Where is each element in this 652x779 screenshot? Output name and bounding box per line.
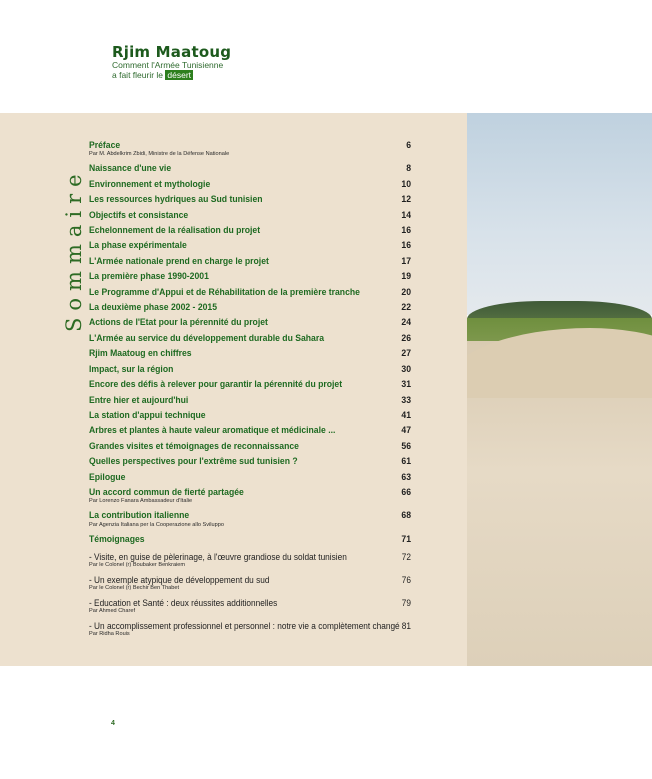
table-of-contents [89,137,411,640]
toc-entry-title: Un accord commun de fierté partagée [89,485,244,497]
toc-entry [89,207,411,222]
toc-entry-page: 68 [401,509,411,521]
toc-entry-author: Par Ahmed Charef [89,608,136,615]
toc-entry-title: Impact, sur la région [89,362,174,374]
book-title: Rjim Maatoug [112,43,232,61]
toc-entry-author: Par Ridha Rouis [89,631,130,638]
vertical-title: Sommaire [62,167,86,332]
toc-entry [89,299,411,314]
book-subtitle-line2 [112,70,231,80]
toc-entry-page: 10 [401,177,411,189]
toc-entry-title: Environnement et mythologie [89,177,211,189]
book-subtitle-line1: Comment l'Armée Tunisienne [112,60,224,70]
toc-entry [89,422,411,437]
toc-entry-page: 26 [401,331,411,343]
toc-entry-page: 79 [401,598,411,609]
toc-entry [89,597,411,609]
toc-entry-author: Par Agenzia Italiana per la Cooperazione allo Sviluppo [89,521,224,528]
toc-entry-title: L'Armée au service du développement durable du Sahara [89,331,325,343]
toc-entry-page: 12 [401,193,411,205]
toc-entry-title: La deuxième phase 2002 - 2015 [89,301,218,313]
toc-entry [89,253,411,268]
toc-entry [89,330,411,345]
toc-entry-title: La contribution italienne [89,509,190,521]
toc-entry-title: Grandes visites et témoignages de reconnaissance [89,439,299,451]
toc-entry [89,191,411,206]
toc-entry-title: Echelonnement de la réalisation du projet [89,224,261,236]
desert-photo [467,113,652,666]
toc-entry [89,407,411,422]
toc-entry-page: 16 [401,224,411,236]
toc-entry [89,507,411,522]
toc-entry-title: Encore des défis à relever pour garantir la pérennité du projet [89,378,343,390]
toc-entry [89,574,411,586]
toc-entry-page: 6 [406,139,411,150]
toc-entry-title: Le Programme d'Appui et de Réhabilitation de la première tranche [89,285,360,297]
page-number: 4 [111,720,115,727]
toc-entry-page: 27 [401,347,411,359]
toc-entry-title: Actions de l'Etat pour la pérennité du projet [89,316,268,328]
toc-entry-title: La phase expérimentale [89,239,187,251]
toc-entry [89,160,411,175]
toc-entry-page: 41 [401,408,411,420]
toc-entry [89,453,411,468]
toc-entry-page: 17 [401,254,411,266]
toc-entry [89,176,411,191]
toc-entry-title: - Un exemple atypique de développement du sud [89,575,270,586]
toc-entry-page: 81 [401,621,411,632]
toc-entry-page: 8 [406,162,411,174]
toc-entry-page: 61 [401,455,411,467]
book-subtitle-highlight: désert [167,70,192,80]
toc-entry-title: Quelles perspectives pour l'extrême sud tunisien ? [89,455,298,467]
toc-entry-page: 16 [401,239,411,251]
toc-entry-page: 19 [401,270,411,282]
toc-entry [89,268,411,283]
toc-entry [89,484,411,499]
toc-entry-title: Témoignages [89,532,145,544]
toc-entry-title: Objectifs et consistance [89,208,189,220]
toc-entry-title: Epilogue [89,470,126,482]
toc-entry-page: 33 [401,393,411,405]
toc-entry [89,620,411,632]
toc-entry-page: 22 [401,301,411,313]
toc-entry-page: 30 [401,362,411,374]
toc-entry [89,438,411,453]
toc-entry-page: 63 [401,470,411,482]
toc-entry-title: - Visite, en guise de pèlerinage, à l'œuvre grandiose du soldat tunisien [89,552,347,563]
toc-entry [89,531,411,546]
toc-entry [89,469,411,484]
toc-entry [89,237,411,252]
book-subtitle-text: a fait fleurir le [112,70,164,80]
toc-entry-title: - Un accomplissement professionnel et personnel : notre vie a complètement changé [89,621,400,632]
vertical-title-wrap [36,138,86,338]
toc-entry-author: Par M. Abdelkrim Zbidi, Ministre de la Défense Nationale [89,151,230,158]
toc-entry-page: 47 [401,424,411,436]
book-header [112,44,231,80]
photo-sky [467,113,652,315]
toc-entry-page: 20 [401,285,411,297]
toc-entry [89,222,411,237]
toc-entry-title: Naissance d'une vie [89,162,172,174]
toc-entry-author: Par Lorenzo Fanara Ambassadeur d'Italie [89,498,193,505]
toc-entry [89,137,411,152]
toc-entry [89,376,411,391]
toc-entry-page: 24 [401,316,411,328]
toc-entry-page: 14 [401,208,411,220]
toc-entry-title: - Education et Santé : deux réussites additionnelles [89,598,278,609]
toc-entry-page: 66 [401,485,411,497]
toc-entry-page: 31 [401,378,411,390]
toc-entry-title: L'Armée nationale prend en charge le projet [89,254,269,266]
toc-entry-page: 56 [401,439,411,451]
toc-entry [89,551,411,563]
toc-entry-title: Rjim Maatoug en chiffres [89,347,192,359]
toc-entry-page: 72 [401,552,411,563]
toc-entry-title: Entre hier et aujourd'hui [89,393,189,405]
toc-entry-title: La première phase 1990-2001 [89,270,209,282]
toc-entry-title: Arbres et plantes à haute valeur aromatique et médicinale ... [89,424,336,436]
toc-entry [89,345,411,360]
toc-entry-title: Les ressources hydriques au Sud tunisien [89,193,263,205]
toc-entry-page: 76 [401,575,411,586]
toc-entry [89,284,411,299]
toc-entry-author: Par le Colonel (r) Bechir Ben Thabet [89,585,180,592]
toc-entry-title: La station d'appui technique [89,408,206,420]
toc-entry [89,392,411,407]
toc-entry [89,314,411,329]
toc-entry-page: 71 [401,532,411,544]
toc-entry-title: Préface [89,139,121,150]
toc-entry-author: Par le Colonel (r) Boubaker Benkraiem [89,562,186,569]
toc-entry [89,361,411,376]
